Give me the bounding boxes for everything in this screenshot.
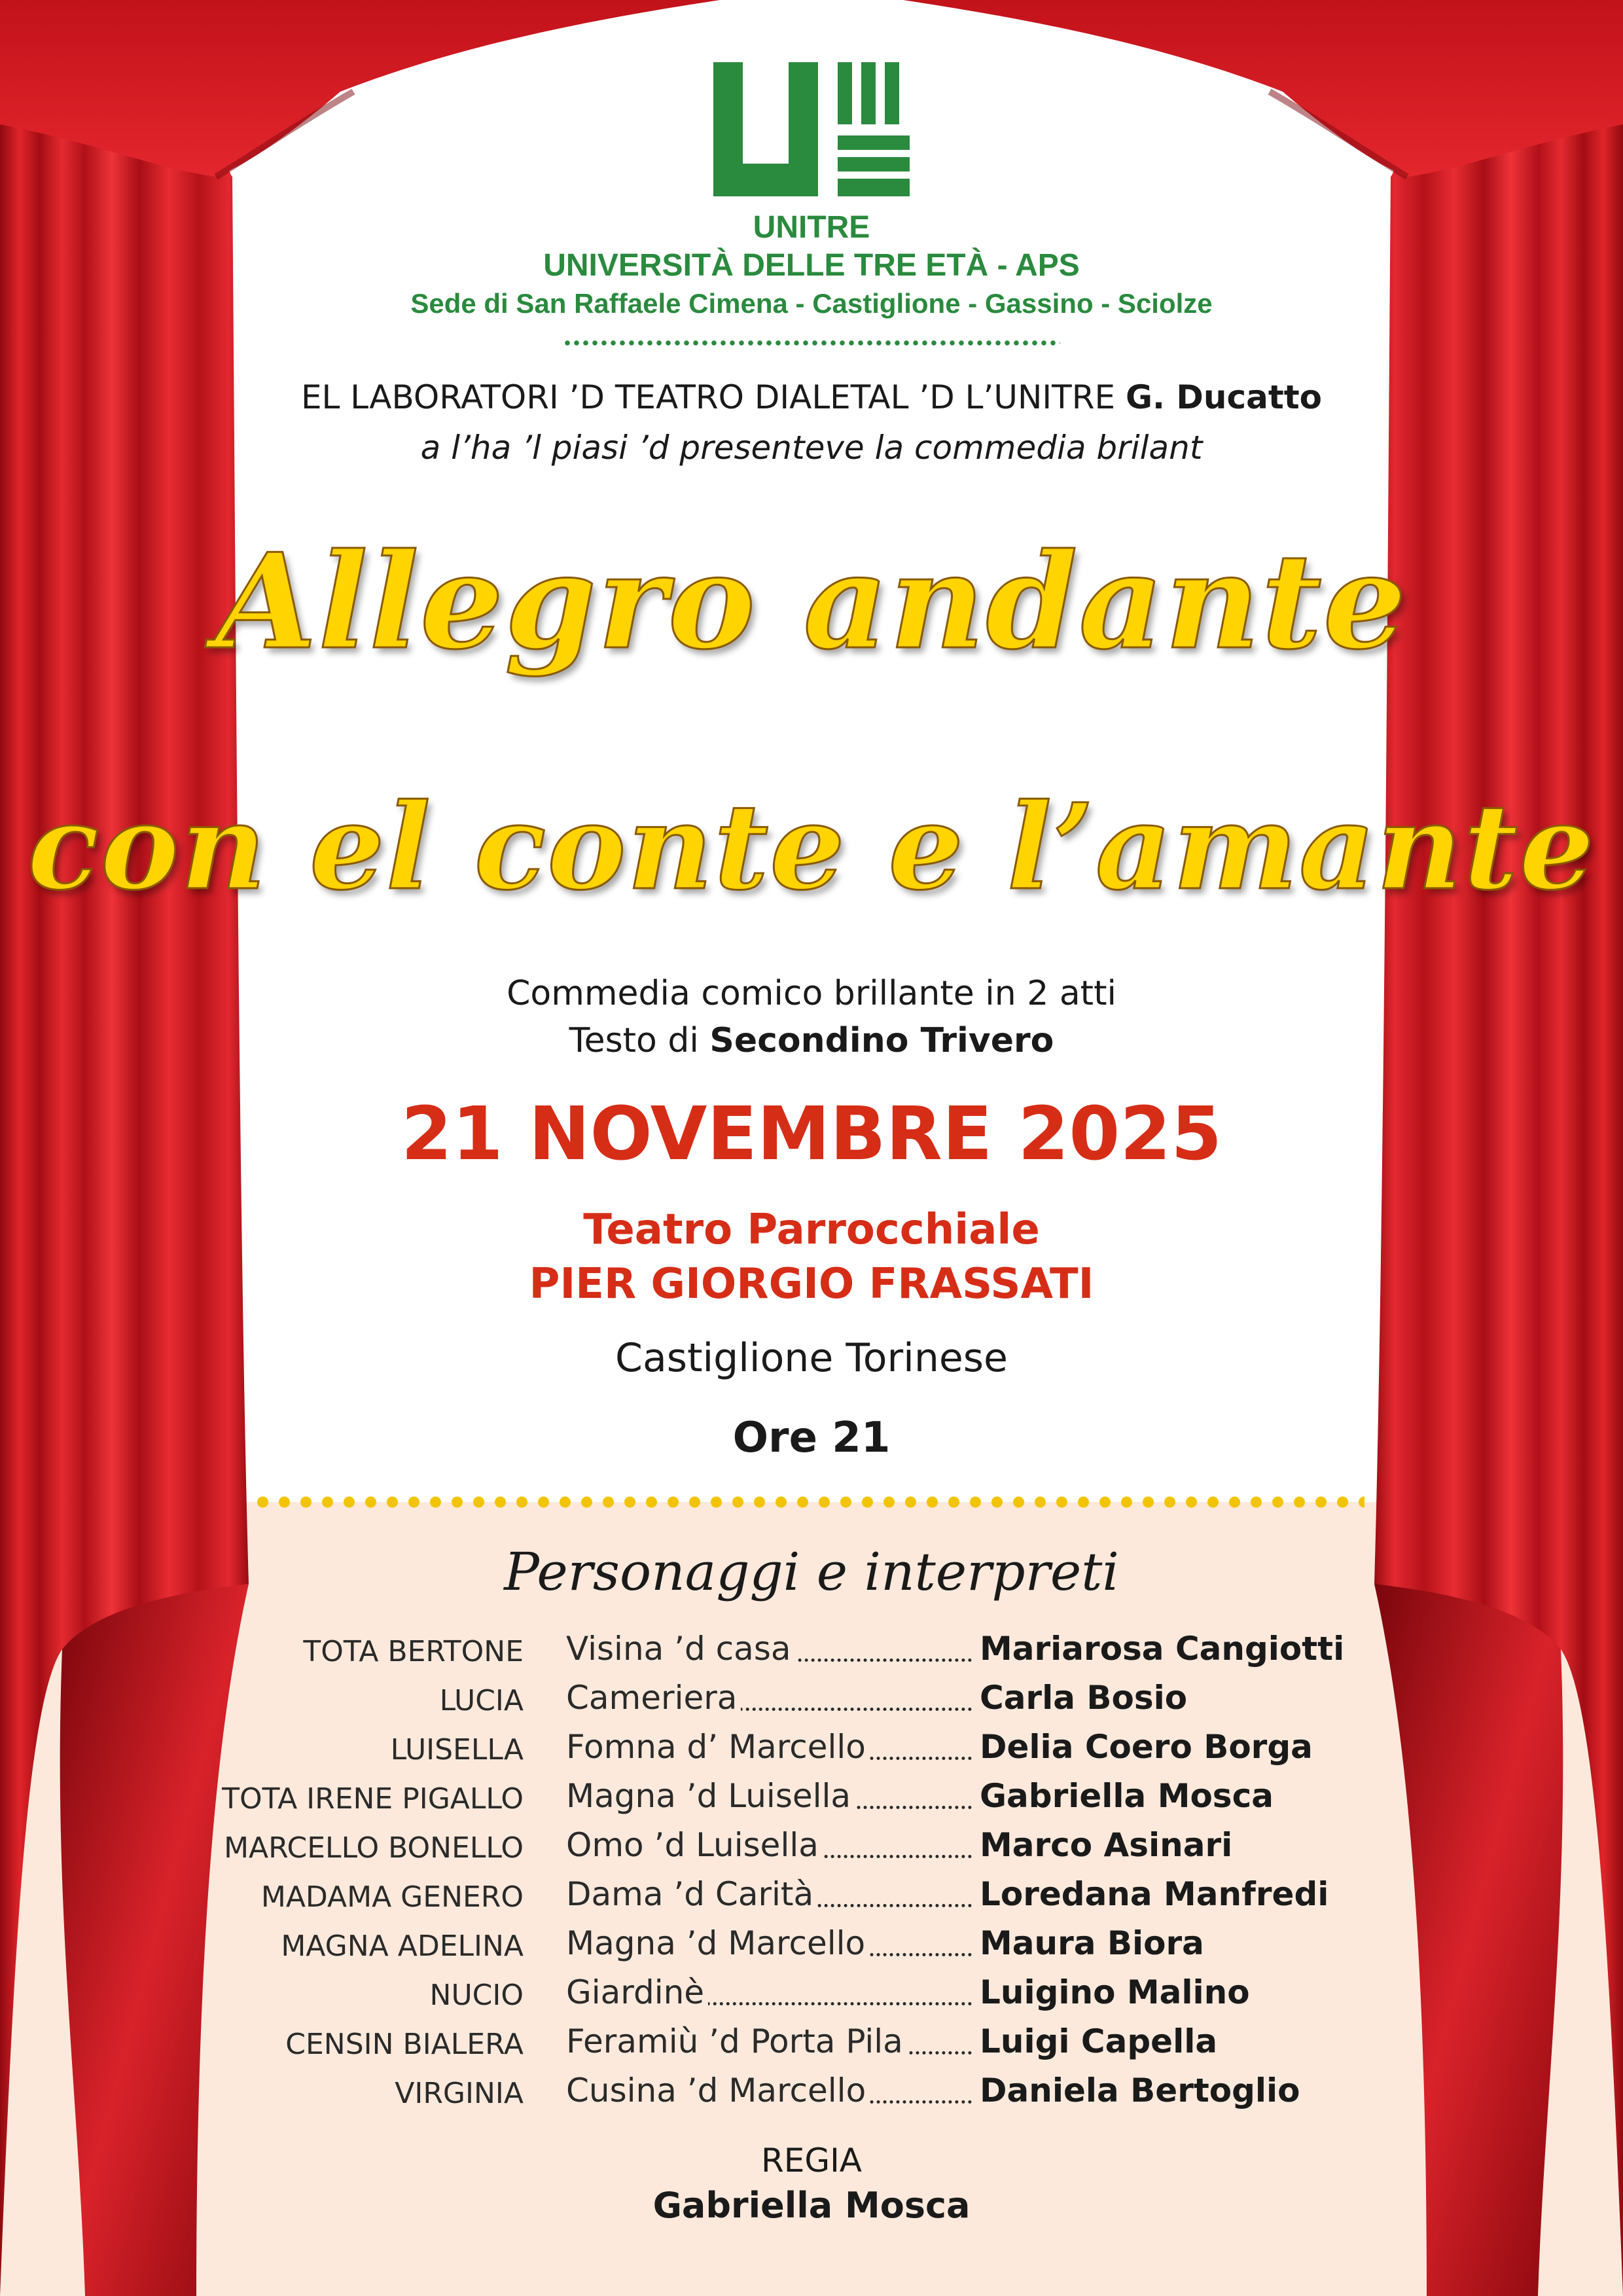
event-time: Ore 21	[732, 1414, 891, 1462]
character-name: MAGNA ADELINA	[281, 1929, 524, 1963]
character-description: Giardinè	[566, 1973, 708, 2011]
direction-label: REGIA	[760, 2142, 863, 2179]
list-item	[0, 2072, 1623, 2117]
actor-name: Marco Asinari	[980, 1826, 1233, 1864]
character-name: LUISELLA	[390, 1733, 524, 1767]
character-description: Feramiù ’d Porta Pila	[566, 2022, 907, 2060]
green-dotted-divider	[563, 339, 1060, 347]
intro-line-1	[0, 378, 1623, 416]
intro-line-1-text: EL LABORATORI ’D TEATRO DIALETAL ’D L’UNITRE	[300, 378, 1116, 416]
actor-name: Carla Bosio	[980, 1679, 1188, 1717]
character-name: VIRGINIA	[395, 2077, 524, 2110]
venue-line-1: Teatro Parrocchiale	[583, 1206, 1040, 1254]
list-item	[0, 2022, 1623, 2068]
play-author-line	[0, 1021, 1623, 1060]
unitre-logo-icon	[713, 62, 910, 196]
character-name: LUCIA	[439, 1684, 524, 1717]
character-description: Visina ’d casa	[566, 1630, 795, 1668]
play-genre: Commedia comico brillante in 2 atti	[507, 974, 1116, 1013]
play-title-line-2: con el conte e l’amante	[27, 778, 1596, 916]
character-description: Cameriera	[566, 1679, 741, 1717]
list-item	[0, 1679, 1623, 1725]
logo-seat: Sede di San Raffaele Cimena - Castiglione - Gassino - Sciolze	[410, 288, 1213, 319]
laboratory-name: G. Ducatto	[1125, 378, 1323, 416]
list-item	[0, 1777, 1623, 1823]
director-name: Gabriella Mosca	[652, 2185, 971, 2226]
character-name: MADAMA GENERO	[260, 1880, 524, 1914]
intro-line-2: a l’ha ’l piasi ’d presenteve la commedia brilant	[420, 429, 1203, 467]
event-date: 21 NOVEMBRE 2025	[401, 1092, 1222, 1177]
character-name: CENSIN BIALERA	[285, 2028, 524, 2061]
play-title-line-1: Allegro andante	[215, 525, 1408, 679]
character-description: Cusina ’d Marcello	[566, 2072, 870, 2109]
logo-full-name: UNIVERSITÀ DELLE TRE ETÀ - APS	[543, 248, 1080, 283]
character-description: Fomna d’ Marcello	[566, 1728, 870, 1766]
cast-heading: Personaggi e interpreti	[504, 1541, 1119, 1602]
actor-name: Daniela Bertoglio	[980, 2072, 1300, 2109]
logo-name: UNITRE	[753, 210, 870, 245]
actor-name: Mariarosa Cangiotti	[980, 1630, 1345, 1668]
character-name: MARCELLO BONELLO	[224, 1831, 524, 1865]
character-name: TOTA BERTONE	[303, 1635, 524, 1668]
actor-name: Loredana Manfredi	[980, 1875, 1329, 1913]
list-item	[0, 1875, 1623, 1921]
character-description: Magna ’d Luisella	[566, 1777, 855, 1815]
actor-name: Delia Coero Borga	[980, 1728, 1313, 1766]
list-item	[0, 1973, 1623, 2019]
list-item	[0, 1630, 1623, 1676]
actor-name: Maura Biora	[980, 1924, 1204, 1962]
list-item	[0, 1826, 1623, 1872]
author-prefix: Testo di	[569, 1021, 699, 1060]
author-name: Secondino Trivero	[709, 1021, 1054, 1060]
list-item	[0, 1924, 1623, 1970]
character-name: TOTA IRENE PIGALLO	[222, 1782, 524, 1816]
list-item	[0, 1728, 1623, 1774]
character-description: Dama ’d Carità	[566, 1875, 817, 1913]
character-description: Omo ’d Luisella	[566, 1826, 823, 1864]
venue-town: Castiglione Torinese	[615, 1335, 1008, 1381]
character-description: Magna ’d Marcello	[566, 1924, 869, 1962]
actor-name: Luigi Capella	[980, 2022, 1218, 2060]
actor-name: Luigino Malino	[980, 1973, 1250, 2011]
actor-name: Gabriella Mosca	[980, 1777, 1274, 1815]
venue-line-2: PIER GIORGIO FRASSATI	[529, 1260, 1094, 1308]
character-name: NUCIO	[429, 1979, 524, 2012]
